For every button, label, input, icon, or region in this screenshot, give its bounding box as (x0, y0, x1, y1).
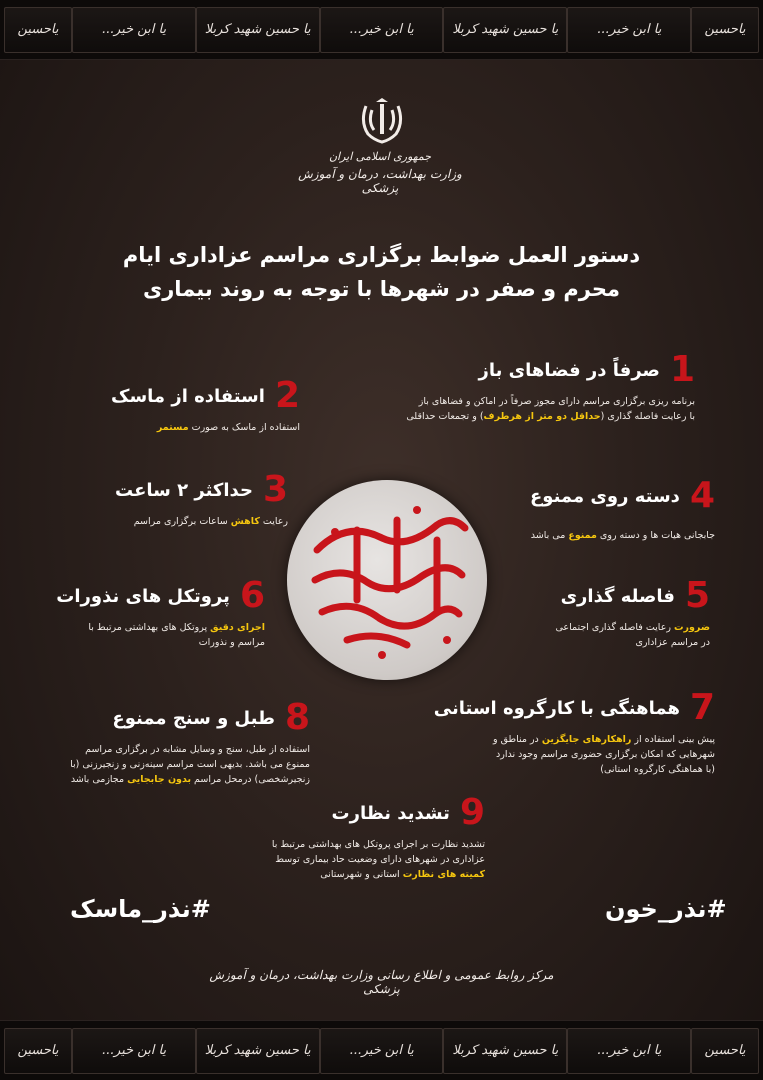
rule-description (55, 620, 265, 650)
desc-line: مراسم و نذورات (198, 637, 265, 648)
ministry-line2: وزارت بهداشت، درمان و آموزش پزشکی (298, 167, 462, 195)
banner-calligraphy: یا ابن خیر... (567, 7, 691, 53)
ministry-line1: جمهوری اسلامی ایران (328, 150, 432, 163)
bottom-banner (0, 1020, 763, 1080)
desc-line (445, 732, 715, 747)
title-line1: دستور العمل ضوابط برگزاری مراسم عزاداری ایام (122, 243, 641, 267)
rule-item-2 (100, 375, 300, 435)
desc-highlight: راهکارهای جایگزین (541, 734, 632, 745)
rule-number: 7 (689, 687, 715, 728)
banner-calligraphy: یا ابن خیر... (320, 1028, 444, 1074)
rule-description (100, 420, 300, 435)
desc-text: رعایت فاصله گذاری اجتماعی (555, 622, 674, 633)
desc-highlight: کمیته های نظارت (402, 869, 485, 880)
rule-description (445, 732, 715, 777)
desc-text: پیش بینی استفاده از (631, 734, 715, 745)
desc-text: پروتکل های بهداشتی مرتبط با (88, 622, 211, 633)
desc-line: ممنوع می باشد. بدیهی است مراسم سینه‌زنی و زنجیرزنی (با (70, 759, 310, 770)
rule-item-1 (395, 349, 695, 424)
desc-text: ساعات برگزاری مراسم (133, 516, 231, 527)
desc-highlight: حداقل دو متر از هرطرف (483, 411, 601, 422)
desc-text: در مناطق و (493, 734, 542, 745)
desc-line (265, 867, 485, 882)
rule-item-8 (70, 697, 310, 787)
desc-line: در مراسم عزاداری (635, 637, 710, 648)
rule-title: فاصله گذاری (560, 585, 675, 607)
rule-title: پروتکل های نذورات (56, 585, 230, 607)
rule-description (530, 620, 710, 650)
rule-item-9 (265, 792, 485, 882)
banner-calligraphy: یاحسین (691, 1028, 759, 1074)
banner-calligraphy: یا حسین شهید کربلا (196, 7, 320, 53)
rule-number: 3 (262, 469, 288, 510)
desc-text: ) و تجمعات حداقلی (406, 411, 484, 422)
rule-title: صرفاً در فضاهای باز (478, 359, 660, 381)
rule-description (70, 742, 310, 787)
hashtag-mask[interactable]: #نذر_ماسک (70, 895, 211, 923)
desc-line: (با هماهنگی کارگروه استانی) (600, 764, 715, 775)
rule-number: 4 (689, 475, 715, 516)
banner-calligraphy: یا ابن خیر... (567, 1028, 691, 1074)
desc-highlight: مستمر (156, 422, 189, 433)
desc-text: مجازمی باشد (70, 774, 128, 785)
desc-text: استفاده از ماسک به صورت (188, 422, 300, 433)
top-banner (0, 0, 763, 60)
desc-line: شهرهایی که امکان برگزاری حضوری مراسم وجود ندارد (496, 749, 715, 760)
rule-title: استفاده از ماسک (111, 385, 265, 407)
desc-highlight: بدون جابجایی (127, 774, 192, 785)
rule-description (265, 837, 485, 882)
rule-number: 2 (274, 375, 300, 416)
desc-line (70, 772, 310, 787)
desc-highlight: کاهش (230, 516, 260, 527)
desc-highlight: ممنوع (568, 530, 597, 541)
desc-line (530, 620, 710, 635)
desc-line: تشدید نظارت بر اجرای پروتکل های بهداشتی مرتبط با (271, 839, 485, 850)
desc-text: می باشد (530, 530, 569, 541)
rule-item-3 (88, 469, 288, 529)
desc-text: با رعایت فاصله گذاری ( (600, 411, 695, 422)
banner-calligraphy: یا حسین شهید کربلا (443, 7, 567, 53)
title-line2: محرم و صفر در شهرها با توجه به روند بیماری (142, 277, 621, 301)
desc-line (395, 409, 695, 424)
iran-emblem-icon (360, 98, 404, 144)
rule-item-5 (530, 575, 710, 650)
banner-calligraphy: یاحسین (4, 7, 72, 53)
page-title (60, 238, 703, 306)
banner-calligraphy: یاحسین (691, 7, 759, 53)
desc-text: استانی و شهرستانی (320, 869, 403, 880)
ministry-name (290, 150, 470, 195)
desc-line: استفاده از طبل، سنج و وسایل مشابه در برگزاری مراسم (85, 744, 310, 755)
desc-highlight: اجرای دقیق (210, 622, 265, 633)
desc-text: رعایت (259, 516, 288, 527)
rule-number: 6 (239, 575, 265, 616)
desc-line: عزاداری در شهرهای دارای وضعیت حاد بیماری توسط (275, 854, 485, 865)
footer-publisher: مرکز روابط عمومی و اطلاع رسانی وزارت بهداشت، درمان و آموزش پزشکی (209, 968, 554, 996)
rule-number: 8 (284, 697, 310, 738)
rule-title: حداکثر ۲ ساعت (115, 479, 253, 501)
rule-number: 5 (684, 575, 710, 616)
banner-calligraphy: یاحسین (4, 1028, 72, 1074)
rule-description (395, 394, 695, 424)
desc-line (55, 620, 265, 635)
rule-item-6 (55, 575, 265, 650)
rule-description (88, 514, 288, 529)
rule-title: تشدید نظارت (331, 802, 450, 824)
rule-number: 9 (459, 792, 485, 833)
rule-item-7 (433, 687, 715, 777)
banner-calligraphy: یا ابن خیر... (72, 7, 196, 53)
rule-number: 1 (669, 349, 695, 390)
desc-highlight: ضرورت (673, 622, 710, 633)
hashtag-blood[interactable]: #نذر_خون (605, 895, 727, 923)
rule-title: هماهنگی با کارگروه استانی (433, 697, 680, 719)
rule-description (505, 528, 715, 543)
calligraphy-circle (287, 480, 487, 680)
banner-calligraphy: یا حسین شهید کربلا (443, 1028, 567, 1074)
desc-text: زنجیرشخصی) درمحل مراسم (191, 774, 310, 785)
calligraphy-icon (287, 480, 487, 680)
desc-line: برنامه ریزی برگزاری مراسم دارای مجوز صرفاً در اماکن و فضاهای باز (418, 396, 695, 407)
banner-calligraphy: یا ابن خیر... (72, 1028, 196, 1074)
banner-calligraphy: یا حسین شهید کربلا (196, 1028, 320, 1074)
rule-title: طبل و سنج ممنوع (112, 707, 275, 729)
rule-item-4 (505, 475, 715, 543)
desc-text: جابجانی هیات ها و دسته روی (596, 530, 715, 541)
rule-title: دسته روی ممنوع (530, 485, 680, 507)
banner-calligraphy: یا ابن خیر... (320, 7, 444, 53)
